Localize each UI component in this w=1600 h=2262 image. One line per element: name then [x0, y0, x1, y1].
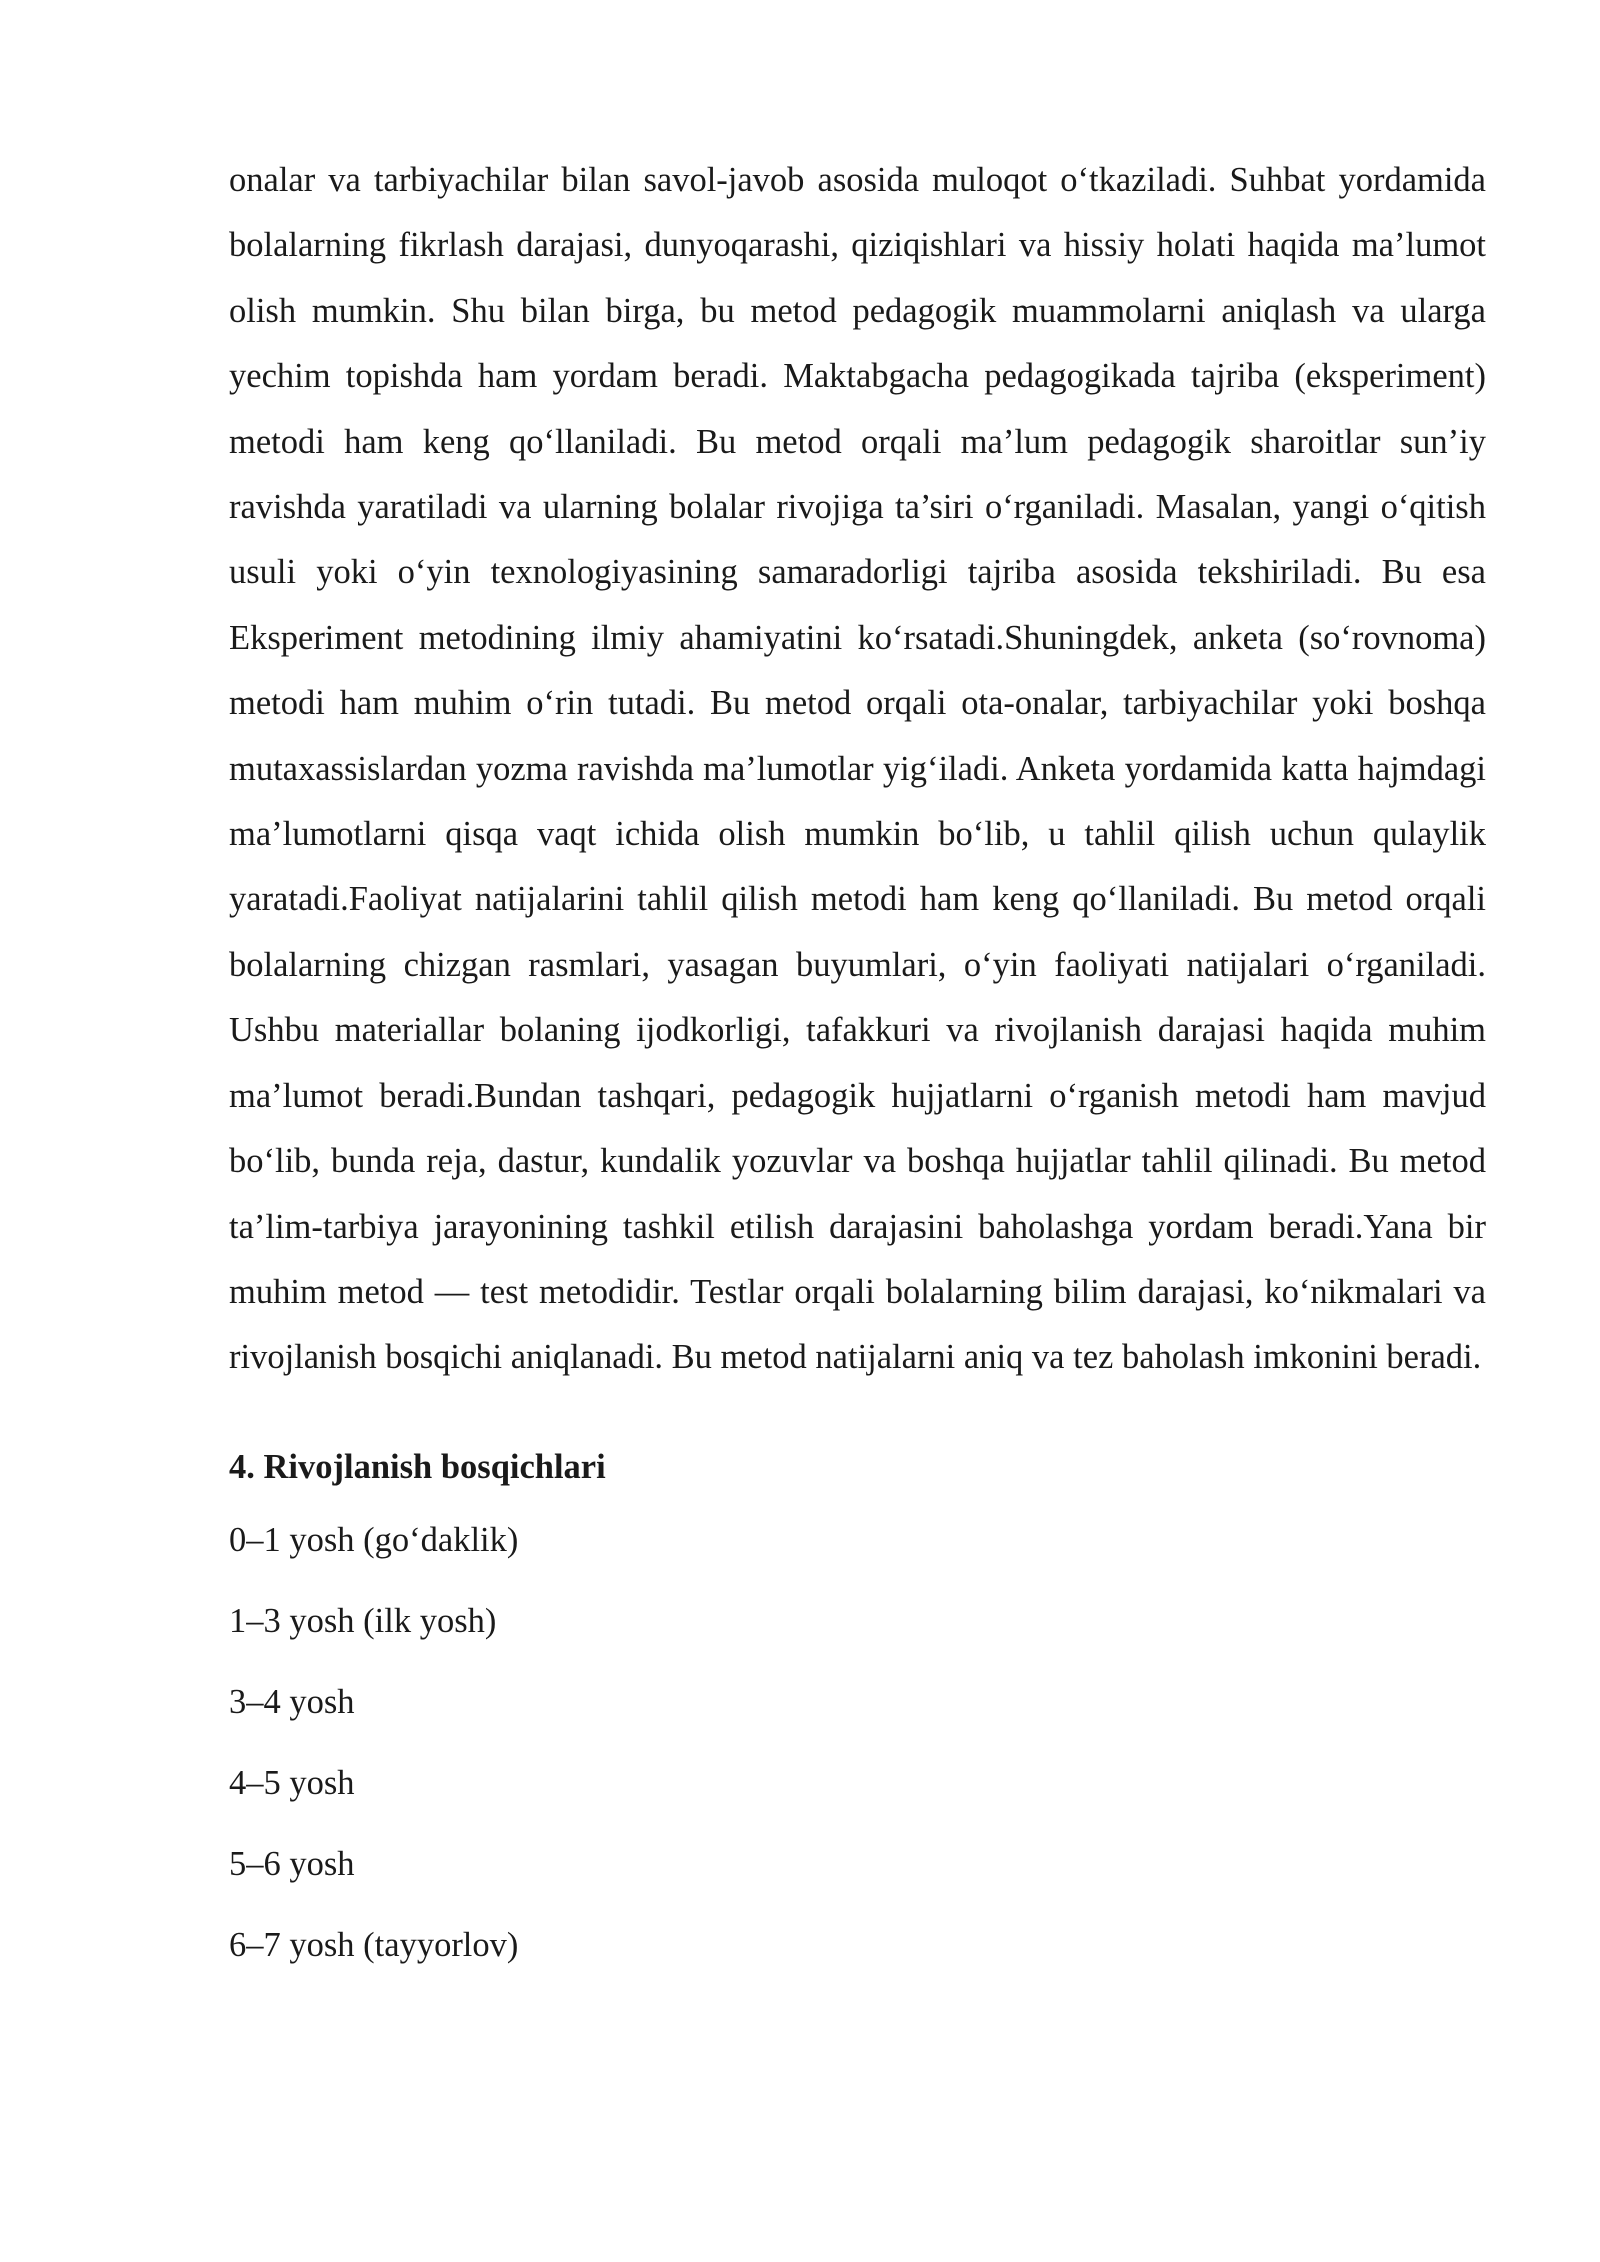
stage-item: 5–6 yosh: [229, 1844, 355, 1883]
page-content: [229, 148, 1486, 2001]
stage-item: 3–4 yosh: [229, 1682, 355, 1721]
section-heading: 4. Rivojlanish bosqichlari: [229, 1447, 606, 1486]
stage-item: 0–1 yosh (go‘daklik): [229, 1520, 519, 1559]
stage-item: 1–3 yosh (ilk yosh): [229, 1601, 497, 1640]
stage-item: 4–5 yosh: [229, 1763, 355, 1802]
body-paragraph: onalar va tarbiyachilar bilan savol-javob asosida muloqot o‘tkaziladi. Suhbat yordamida bolalarning fikrlash darajasi, dunyoqarashi, qiziqishlari va hissiy holati haqida ma’lumot olish mumkin. Shu bilan birga, bu metod pedagogik muammolarni aniqlash va ularga yechim topishda ham yordam beradi. Maktabgacha pedagogikada tajriba (eksperiment) metodi ham keng qo‘llaniladi. Bu metod orqali ma’lum pedagogik sharoitlar sun’iy ravishda yaratiladi va ularning bolalar rivojiga ta’siri o‘rganiladi. Masalan, yangi o‘qitish usuli yoki o‘yin texnologiyasining samaradorligi tajriba asosida tekshiriladi. Bu esa Eksperiment metodining ilmiy ahamiyatini ko‘rsatadi.Shuningdek, anketa (so‘rovnoma) metodi ham muhim o‘rin tutadi. Bu metod orqali ota-onalar, tarbiyachilar yoki boshqa mutaxassislardan yozma ravishda ma’lumotlar yig‘iladi. Anketa yordamida katta hajmdagi ma’lumotlarni qisqa vaqt ichida olish mumkin bo‘lib, u tahlil qilish uchun qulaylik yaratadi.Faoliyat natijalarini tahlil qilish metodi ham keng qo‘llaniladi. Bu metod orqali bolalarning chizgan rasmlari, yasagan buyumlari, o‘yin faoliyati natijalari o‘rganiladi. Ushbu materiallar bolaning ijodkorligi, tafakkuri va rivojlanish darajasi haqida muhim ma’lumot beradi.Bundan tashqari, pedagogik hujjatlarni o‘rganish metodi ham mavjud bo‘lib, bunda reja, dastur, kundalik yozuvlar va boshqa hujjatlar tahlil qilinadi. Bu metod ta’lim-tarbiya jarayonining tashkil etilish darajasini baholashga yordam beradi.Yana bir muhim metod — test metodidir. Testlar orqali bolalarning bilim darajasi, ko‘nikmalari va rivojlanish bosqichi aniqlanadi. Bu metod natijalarni aniq va tez baholash imkonini beradi.: [229, 161, 1486, 1377]
stage-item: 6–7 yosh (tayyorlov): [229, 1925, 519, 1964]
development-stages-list: [229, 1515, 1486, 1970]
